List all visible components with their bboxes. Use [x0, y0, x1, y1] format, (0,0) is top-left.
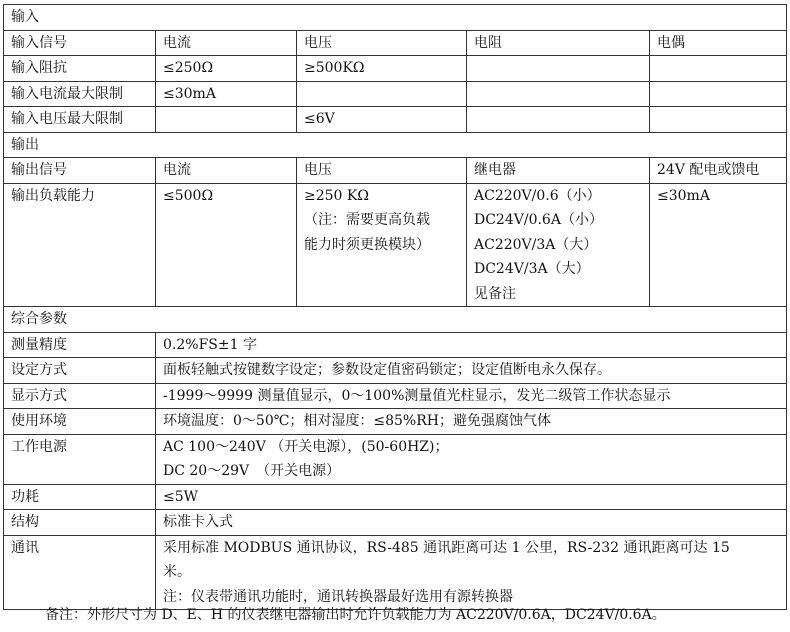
table-cell: 电压: [297, 30, 467, 56]
table-cell: [297, 81, 467, 107]
table-cell: ≥500KΩ: [297, 56, 467, 82]
table-cell: [467, 107, 650, 133]
table-row: [4, 30, 787, 56]
cell-line: AC220V/0.6（小）: [474, 187, 601, 204]
table-cell: 继电器: [467, 158, 650, 184]
row-label: 输入电流最大限制: [4, 81, 156, 107]
cell-line: AC 100～240V （开关电源），(50-60HZ)；: [163, 438, 449, 455]
row-label: 输出信号: [4, 158, 156, 184]
table-cell: 环境温度：0～50℃；相对湿度：≤85%RH；避免强腐蚀气体: [156, 409, 787, 435]
row-label: 工作电源: [4, 434, 156, 484]
table-cell: [650, 107, 787, 133]
table-cell: 24V 配电或馈电: [650, 158, 787, 184]
table-cell: 电偶: [650, 30, 787, 56]
table-row: [4, 332, 787, 358]
table-cell: 电压: [297, 158, 467, 184]
cell-line: 米。: [163, 564, 191, 580]
row-label: 设定方式: [4, 358, 156, 384]
table-cell: [650, 56, 787, 82]
table-cell: ≤30mA: [650, 183, 787, 307]
table-row: [4, 158, 787, 184]
cell-line: DC24V/3A（大）: [474, 261, 590, 277]
general-section-row: [4, 307, 787, 333]
cell-line: DC24V/0.6A（小）: [474, 212, 603, 228]
cell-line: DC 20～29V （开关电源）: [163, 463, 341, 479]
table-row: [4, 383, 787, 409]
table-row: [4, 56, 787, 82]
table-cell: [297, 183, 467, 307]
cell-line: ≥250 KΩ: [304, 187, 369, 204]
row-label: 输入信号: [4, 30, 156, 56]
table-cell: [156, 107, 297, 133]
table-cell: [467, 183, 650, 307]
table-cell: ≤500Ω: [156, 183, 297, 307]
table-cell: [156, 434, 787, 484]
table-cell: 标准卡入式: [156, 510, 787, 536]
table-cell: 电流: [156, 30, 297, 56]
table-cell: 电流: [156, 158, 297, 184]
table-cell: [650, 81, 787, 107]
table-cell: ≤6V: [297, 107, 467, 133]
row-label: 使用环境: [4, 409, 156, 435]
row-label: 测量精度: [4, 332, 156, 358]
table-row: [4, 183, 787, 307]
table-row: [4, 107, 787, 133]
cell-line: 见备注: [474, 285, 516, 302]
cell-line: 注：仪表带通讯功能时，通讯转换器最好选用有源转换器: [163, 588, 513, 605]
table-row: [4, 510, 787, 536]
row-label: 通讯: [4, 535, 156, 610]
cell-line: 采用标准 MODBUS 通讯协议，RS-485 通讯距离可达 1 公里，RS-232 通讯距离可达 15: [163, 539, 730, 556]
table-cell: [467, 81, 650, 107]
table-cell: ≤5W: [156, 484, 787, 510]
table-cell: 0.2%FS±1 字: [156, 332, 787, 358]
cell-line: （注：需要更高负载: [304, 212, 430, 228]
table-cell: -1999～9999 测量值显示，0～100%测量值光柱显示，发光二级管工作状态显示: [156, 383, 787, 409]
row-label: 显示方式: [4, 383, 156, 409]
cell-line: 能力时须更换模块）: [304, 236, 430, 253]
table-row: [4, 81, 787, 107]
table-cell: [156, 535, 787, 610]
table-cell: ≤30mA: [156, 81, 297, 107]
table-row: [4, 409, 787, 435]
table-cell: ≤250Ω: [156, 56, 297, 82]
table-row: [4, 535, 787, 610]
table-row: [4, 358, 787, 384]
table-row: [4, 434, 787, 484]
footnote: 备注：外形尺寸为 D、E、H 的仪表继电器输出时允许负载能力为 AC220V/0.6A，DC24V/0.6A。: [45, 607, 666, 623]
row-label: 输入电压最大限制: [4, 107, 156, 133]
output-section-row: [4, 132, 787, 158]
output-section-header: 输出: [4, 132, 787, 158]
row-label: 输入阻抗: [4, 56, 156, 82]
row-label: 结构: [4, 510, 156, 536]
general-section-header: 综合参数: [4, 307, 787, 333]
table-cell: 电阻: [467, 30, 650, 56]
input-section-row: [4, 5, 787, 31]
spec-table: [3, 4, 787, 610]
row-label: 输出负载能力: [4, 183, 156, 307]
row-label: 功耗: [4, 484, 156, 510]
table-cell: 面板轻触式按键数字设定；参数设定值密码锁定；设定值断电永久保存。: [156, 358, 787, 384]
table-cell: [467, 56, 650, 82]
table-row: [4, 484, 787, 510]
input-section-header: 输入: [4, 5, 787, 31]
cell-line: AC220V/3A（大）: [474, 236, 598, 253]
